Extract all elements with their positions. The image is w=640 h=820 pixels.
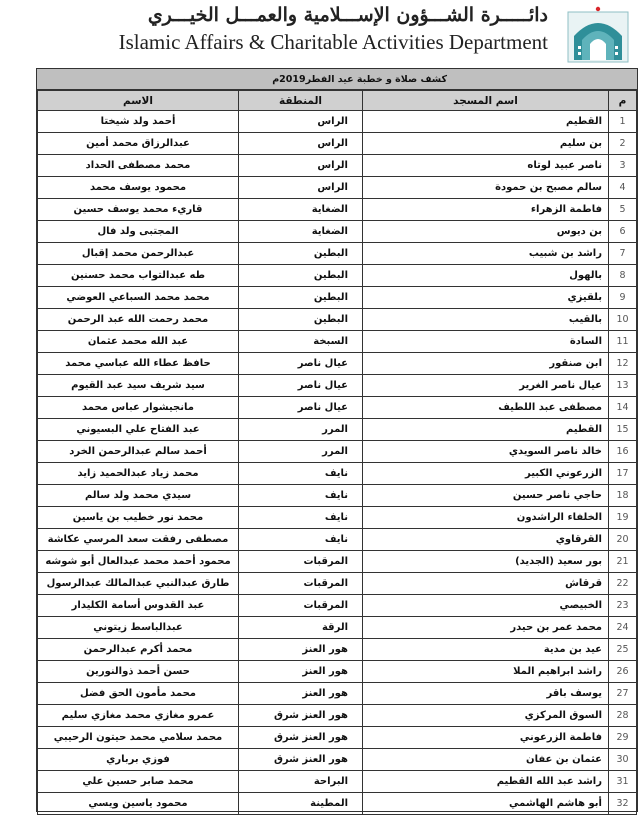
table-row <box>38 551 637 573</box>
imam-name-cell: قاريء محمد يوسف حسين <box>38 199 239 221</box>
mosque-name-cell: الزرعوني الكبير <box>363 463 609 485</box>
imam-name-cell: فوزي برباري <box>38 749 239 771</box>
area-cell: نايف <box>239 507 363 529</box>
mosque-name-cell: فاطمة الزهراء <box>363 199 609 221</box>
imam-name-cell: محمود أحمد محمد عبدالعال أبو شوشه <box>38 551 239 573</box>
imam-name-cell: محمد مصطفى الحداد <box>38 155 239 177</box>
table-row <box>38 243 637 265</box>
table-row <box>38 265 637 287</box>
imam-name-cell: عبدالرزاق محمد أمين <box>38 133 239 155</box>
mosque-name-cell: قرقاش <box>363 573 609 595</box>
row-number-cell: 23 <box>609 595 637 617</box>
imam-name-cell: عبدالباسط زيتوني <box>38 617 239 639</box>
row-number-cell: 6 <box>609 221 637 243</box>
table-row <box>38 441 637 463</box>
row-number-cell: 2 <box>609 133 637 155</box>
mosque-name-cell: السادة <box>363 331 609 353</box>
area-cell: هور العنز شرق <box>239 727 363 749</box>
mosque-name-cell: راشد ابراهيم الملا <box>363 661 609 683</box>
column-header-number: م <box>609 91 637 111</box>
row-number-cell: 16 <box>609 441 637 463</box>
imam-name-cell: حافظ عطاء الله عباسي محمد <box>38 353 239 375</box>
mosque-name-cell: بور سعيد (الجديد) <box>363 551 609 573</box>
column-header-name: الاسم <box>38 91 239 111</box>
table-header-row <box>38 91 637 111</box>
table-row <box>38 287 637 309</box>
imam-name-cell: مانجيشوار عباس محمد <box>38 397 239 419</box>
table-row <box>38 661 637 683</box>
table-row <box>38 419 637 441</box>
letterhead <box>0 0 640 66</box>
mosque-name-cell: يوسف باقر <box>363 683 609 705</box>
row-number-cell: 27 <box>609 683 637 705</box>
table-row <box>38 749 637 771</box>
mosque-name-cell: السوق المركزي <box>363 705 609 727</box>
mosque-name-cell: حاجي ناصر حسين <box>363 485 609 507</box>
mosque-name-cell: فاطمة الزرعوني <box>363 727 609 749</box>
imam-name-cell: محمد نور خطيب بن ياسين <box>38 507 239 529</box>
row-number-cell: 22 <box>609 573 637 595</box>
mosque-name-cell: عيال ناصر الغرير <box>363 375 609 397</box>
imam-name-cell: محمد رحمت الله عبد الرحمن <box>38 309 239 331</box>
area-cell: الراس <box>239 155 363 177</box>
area-cell: المرر <box>239 441 363 463</box>
row-number-cell: 24 <box>609 617 637 639</box>
imam-name-cell: عبد القدوس أسامة الكليدار <box>38 595 239 617</box>
imam-name-cell: أحمد سالم عبدالرحمن الخرد <box>38 441 239 463</box>
mosque-name-cell: القرقاوي <box>363 529 609 551</box>
imam-name-cell: عبد الفتاح علي البسيوني <box>38 419 239 441</box>
imam-name-cell: محمد صابر حسين علي <box>38 771 239 793</box>
table-row <box>38 221 637 243</box>
row-number-cell: 12 <box>609 353 637 375</box>
area-cell: السبخة <box>239 331 363 353</box>
area-cell: الضغاية <box>239 221 363 243</box>
imam-name-cell: محمد مأمون الحق فضل <box>38 683 239 705</box>
mosque-name-cell: محمد عمر بن حيدر <box>363 617 609 639</box>
imam-name-cell: محمود ياسين ويسي <box>38 793 239 815</box>
imam-name-cell: حسن أحمد ذوالنورين <box>38 661 239 683</box>
table-row <box>38 397 637 419</box>
area-cell: هور العنز <box>239 661 363 683</box>
department-title-arabic: دائـــــرة الشـــؤون الإســـلامية والعمـــل الخيـــري <box>147 4 548 26</box>
row-number-cell: 30 <box>609 749 637 771</box>
table-row <box>38 683 637 705</box>
row-number-cell: 15 <box>609 419 637 441</box>
imam-name-cell: طارق عبدالنبي عبدالمالك عبدالرسول <box>38 573 239 595</box>
imam-name-cell: المجتبى ولد فال <box>38 221 239 243</box>
table-row <box>38 507 637 529</box>
row-number-cell: 28 <box>609 705 637 727</box>
area-cell: نايف <box>239 529 363 551</box>
area-cell: هور العنز <box>239 639 363 661</box>
row-number-cell: 17 <box>609 463 637 485</box>
area-cell: المرقبات <box>239 573 363 595</box>
mosque-name-cell: الخبيصي <box>363 595 609 617</box>
mosque-name-cell: مصطفى عبد اللطيف <box>363 397 609 419</box>
row-number-cell: 7 <box>609 243 637 265</box>
table-row <box>38 375 637 397</box>
row-number-cell: 18 <box>609 485 637 507</box>
table-row <box>38 199 637 221</box>
table-row <box>38 639 637 661</box>
area-cell: البطين <box>239 309 363 331</box>
department-title-english: Islamic Affairs & Charitable Activities Department <box>118 30 548 54</box>
area-cell: الراس <box>239 111 363 133</box>
area-cell: البراحة <box>239 771 363 793</box>
mosque-name-cell: ابن صنقور <box>363 353 609 375</box>
mosque-name-cell: بن سليم <box>363 133 609 155</box>
table-row <box>38 771 637 793</box>
table-row <box>38 155 637 177</box>
row-number-cell: 10 <box>609 309 637 331</box>
table-row <box>38 177 637 199</box>
imam-name-cell: سيد شريف سيد عبد القيوم <box>38 375 239 397</box>
imam-name-cell: سيدي محمد ولد سالم <box>38 485 239 507</box>
imam-name-cell: عبدالرحمن محمد إقبال <box>38 243 239 265</box>
eid-prayer-sheet <box>36 68 638 812</box>
table-row <box>38 331 637 353</box>
imam-name-cell: أحمد ولد شيختا <box>38 111 239 133</box>
mosque-name-cell: عثمان بن عفان <box>363 749 609 771</box>
table-body <box>38 111 637 815</box>
mosque-name-cell: بالقيب <box>363 309 609 331</box>
area-cell: الرقة <box>239 617 363 639</box>
mosque-name-cell: بن ديوس <box>363 221 609 243</box>
row-number-cell: 21 <box>609 551 637 573</box>
row-number-cell: 13 <box>609 375 637 397</box>
area-cell: البطين <box>239 265 363 287</box>
area-cell: المرقبات <box>239 595 363 617</box>
imam-name-cell: مصطفى رفقت سعد المرسي عكاشة <box>38 529 239 551</box>
row-number-cell: 14 <box>609 397 637 419</box>
table-row <box>38 529 637 551</box>
table-row <box>38 705 637 727</box>
area-cell: نايف <box>239 463 363 485</box>
table-row <box>38 111 637 133</box>
row-number-cell: 4 <box>609 177 637 199</box>
area-cell: البطين <box>239 243 363 265</box>
mosque-name-cell: خالد ناصر السويدي <box>363 441 609 463</box>
mosque-name-cell: القطيم <box>363 111 609 133</box>
imam-name-cell: طه عبدالتواب محمد حسنين <box>38 265 239 287</box>
imam-name-cell: محمد زياد عبدالحميد زايد <box>38 463 239 485</box>
table-row <box>38 353 637 375</box>
table-row <box>38 595 637 617</box>
table-row <box>38 793 637 815</box>
area-cell: الراس <box>239 177 363 199</box>
imam-name-cell: محمد سلامي محمد حيتون الرحيبي <box>38 727 239 749</box>
row-number-cell: 8 <box>609 265 637 287</box>
row-number-cell: 25 <box>609 639 637 661</box>
row-number-cell: 20 <box>609 529 637 551</box>
row-number-cell: 29 <box>609 727 637 749</box>
mosque-name-cell: راشد بن شبيب <box>363 243 609 265</box>
mosque-name-cell: الخلفاء الراشدون <box>363 507 609 529</box>
imam-name-cell: عبد الله محمد عثمان <box>38 331 239 353</box>
column-header-mosque: اسم المسجد <box>363 91 609 111</box>
mosque-name-cell: بالهول <box>363 265 609 287</box>
imam-name-cell: محمد محمد السباعي العوضي <box>38 287 239 309</box>
mosque-name-cell: أبو هاشم الهاشمي <box>363 793 609 815</box>
row-number-cell: 9 <box>609 287 637 309</box>
row-number-cell: 1 <box>609 111 637 133</box>
table-row <box>38 727 637 749</box>
table-row <box>38 617 637 639</box>
mosque-name-cell: عيد بن مدية <box>363 639 609 661</box>
mosque-name-cell: راشد عبد الله القطيم <box>363 771 609 793</box>
table-row <box>38 463 637 485</box>
row-number-cell: 11 <box>609 331 637 353</box>
column-header-area: المنطقة <box>239 91 363 111</box>
table-row <box>38 485 637 507</box>
row-number-cell: 19 <box>609 507 637 529</box>
row-number-cell: 3 <box>609 155 637 177</box>
mosque-name-cell: القطيم <box>363 419 609 441</box>
imam-name-cell: محمد أكرم عبدالرحمن <box>38 639 239 661</box>
mosque-name-cell: بلقيزي <box>363 287 609 309</box>
imam-name-cell: عمرو مغازي محمد مغازي سليم <box>38 705 239 727</box>
area-cell: نايف <box>239 485 363 507</box>
area-cell: عيال ناصر <box>239 375 363 397</box>
area-cell: عيال ناصر <box>239 353 363 375</box>
area-cell: المرقبات <box>239 551 363 573</box>
area-cell: هور العنز <box>239 683 363 705</box>
area-cell: المطينة <box>239 793 363 815</box>
row-number-cell: 32 <box>609 793 637 815</box>
area-cell: المرر <box>239 419 363 441</box>
area-cell: هور العنز شرق <box>239 705 363 727</box>
row-number-cell: 26 <box>609 661 637 683</box>
area-cell: الراس <box>239 133 363 155</box>
area-cell: هور العنز شرق <box>239 749 363 771</box>
table-row <box>38 133 637 155</box>
area-cell: عيال ناصر <box>239 397 363 419</box>
mosque-name-cell: سالم مصبح بن حمودة <box>363 177 609 199</box>
table-row <box>38 573 637 595</box>
area-cell: الضغاية <box>239 199 363 221</box>
mosque-name-cell: ناصر عبيد لوتاه <box>363 155 609 177</box>
mosque-dome-logo-icon <box>564 6 632 64</box>
area-cell: البطين <box>239 287 363 309</box>
imam-name-cell: محمود يوسف محمد <box>38 177 239 199</box>
table-caption: كشف صلاة و خطبة عيد الفطر2019م <box>37 69 637 90</box>
table-row <box>38 309 637 331</box>
row-number-cell: 5 <box>609 199 637 221</box>
mosque-assignments-table <box>37 90 637 815</box>
row-number-cell: 31 <box>609 771 637 793</box>
